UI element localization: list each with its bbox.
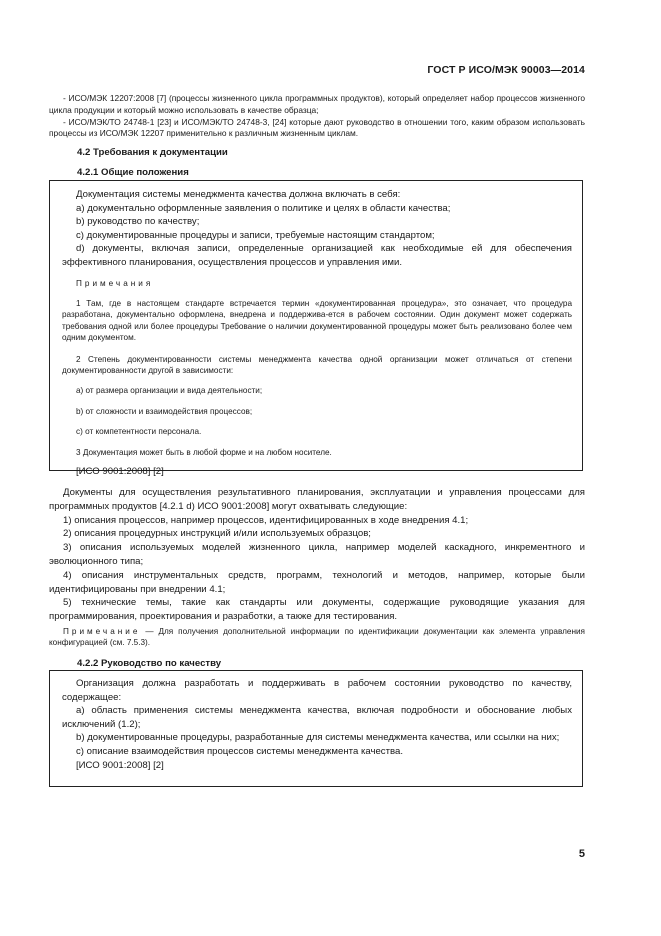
box-line: b) документированные процедуры, разработанные для системы менеджмента качества, или ссылки на них; (76, 732, 560, 744)
body-list-item: 4) описания инструментальных средств, программ, технологий и методов, например, которые были идентифицированы при внедрении 4.1; (49, 569, 585, 595)
source-reference: [ИСО 9001:2008] [2] (76, 759, 164, 771)
box-line: Организация должна разработать и поддерживать в рабочем состоянии руководство по качеству, содержащее: (62, 678, 572, 703)
page-number: 5 (578, 848, 585, 860)
source-reference: [ИСО 9001:2008] [2] (76, 466, 164, 478)
box-line: d) документы, включая записи, определенные организацией как необходимые ей для обеспечения эффективного планирования, осуществления процессов и управления ими. (62, 243, 572, 268)
box-line: c) документированные процедуры и записи, требуемые настоящим стандартом; (76, 229, 435, 241)
document-header: ГОСТ Р ИСО/МЭК 90003—2014 (427, 64, 585, 76)
box-line: а) документально оформленные заявления о политике и целях в области качества; (76, 202, 451, 214)
box-line: а) область применения системы менеджмента качества, включая подробности и обоснование любых исключений (1.2); (62, 705, 572, 730)
body-text (49, 486, 585, 624)
note-2-item: c) от компетентности персонала. (76, 427, 202, 437)
quote-box-4-2-1 (49, 180, 583, 478)
body-note-label: Примечание (63, 627, 141, 636)
body-list-item: 1) описания процессов, например процессов, идентифицированных в ходе внедрения 4.1; (63, 514, 469, 526)
note-2-item: b) от сложности и взаимодействия процессов; (76, 406, 253, 416)
box-line: b) руководство по качеству; (76, 216, 200, 228)
body-intro: Документы для осуществления результативного планирования, эксплуатации и управления процессами для программных продуктов [4.2.1 d) ИСО 9001:2008] могут охватывать следующие: (49, 487, 585, 512)
note-3: 3 Документация может быть в любой форме и на любом носителе. (76, 447, 332, 457)
section-heading-4-2-2: 4.2.2 Руководство по качеству (77, 658, 222, 669)
quote-box-4-2-2 (49, 670, 583, 787)
body-note (49, 626, 585, 649)
intro-paragraph: - ИСО/МЭК/ТО 24748-1 [23] и ИСО/МЭК/ТО 24748-3, [24] которые дают руководство в отношении того, каким образом использовать процессы из ИСО/МЭК 12207 применительно к различным жизненным циклам. (49, 116, 585, 139)
box-line: c) описание взаимодействия процессов системы менеджмента качества. (76, 745, 403, 757)
notes-label: Примечания (76, 278, 154, 288)
note-1: 1 Там, где в настоящем стандарте встречается термин «документированная процедура», это означает, что процедура разработана, документально оформлена, внедрена и поддержива-ется в рабочем состоянии. Один документ может содержать требования одной или более процедуры Требование о наличии документированной процедуры может быть реализовано более чем одним документом. (62, 298, 572, 343)
body-note-text: — Для получения дополнительной информации по идентификации документации как элемента управления конфигурацией (см. 7.5.3). (49, 627, 585, 648)
intro-paragraph: - ИСО/МЭК 12207:2008 [7] (процессы жизненного цикла программных продуктов), который определяет набор процессов жизненного цикла продукции и который можно использовать в качестве образца; (49, 93, 585, 115)
section-heading-4-2: 4.2 Требования к документации (77, 147, 228, 158)
body-list-item: 2) описания процедурных инструкций и/или используемых образцов; (63, 528, 371, 540)
note-2-item: а) от размера организации и вида деятельности; (76, 386, 263, 396)
box-line: Документация системы менеджмента качества должна включать в себя: (76, 189, 401, 200)
section-heading-4-2-1: 4.2.1 Общие положения (77, 167, 189, 178)
body-list-item: 3) описания используемых моделей жизненного цикла, например моделей каскадного, инкрементного и эволюционного типа; (49, 542, 585, 567)
note-2: 2 Степень документированности системы менеджмента качества одной организации может отличаться от степени документированности другой в зависимости: (62, 354, 572, 375)
intro-text (49, 93, 585, 140)
body-list-item: 5) технические темы, такие как стандарты или документы, содержащие руководящие указания для программирования, проектирования и разработки, а также для тестирования. (49, 597, 585, 623)
